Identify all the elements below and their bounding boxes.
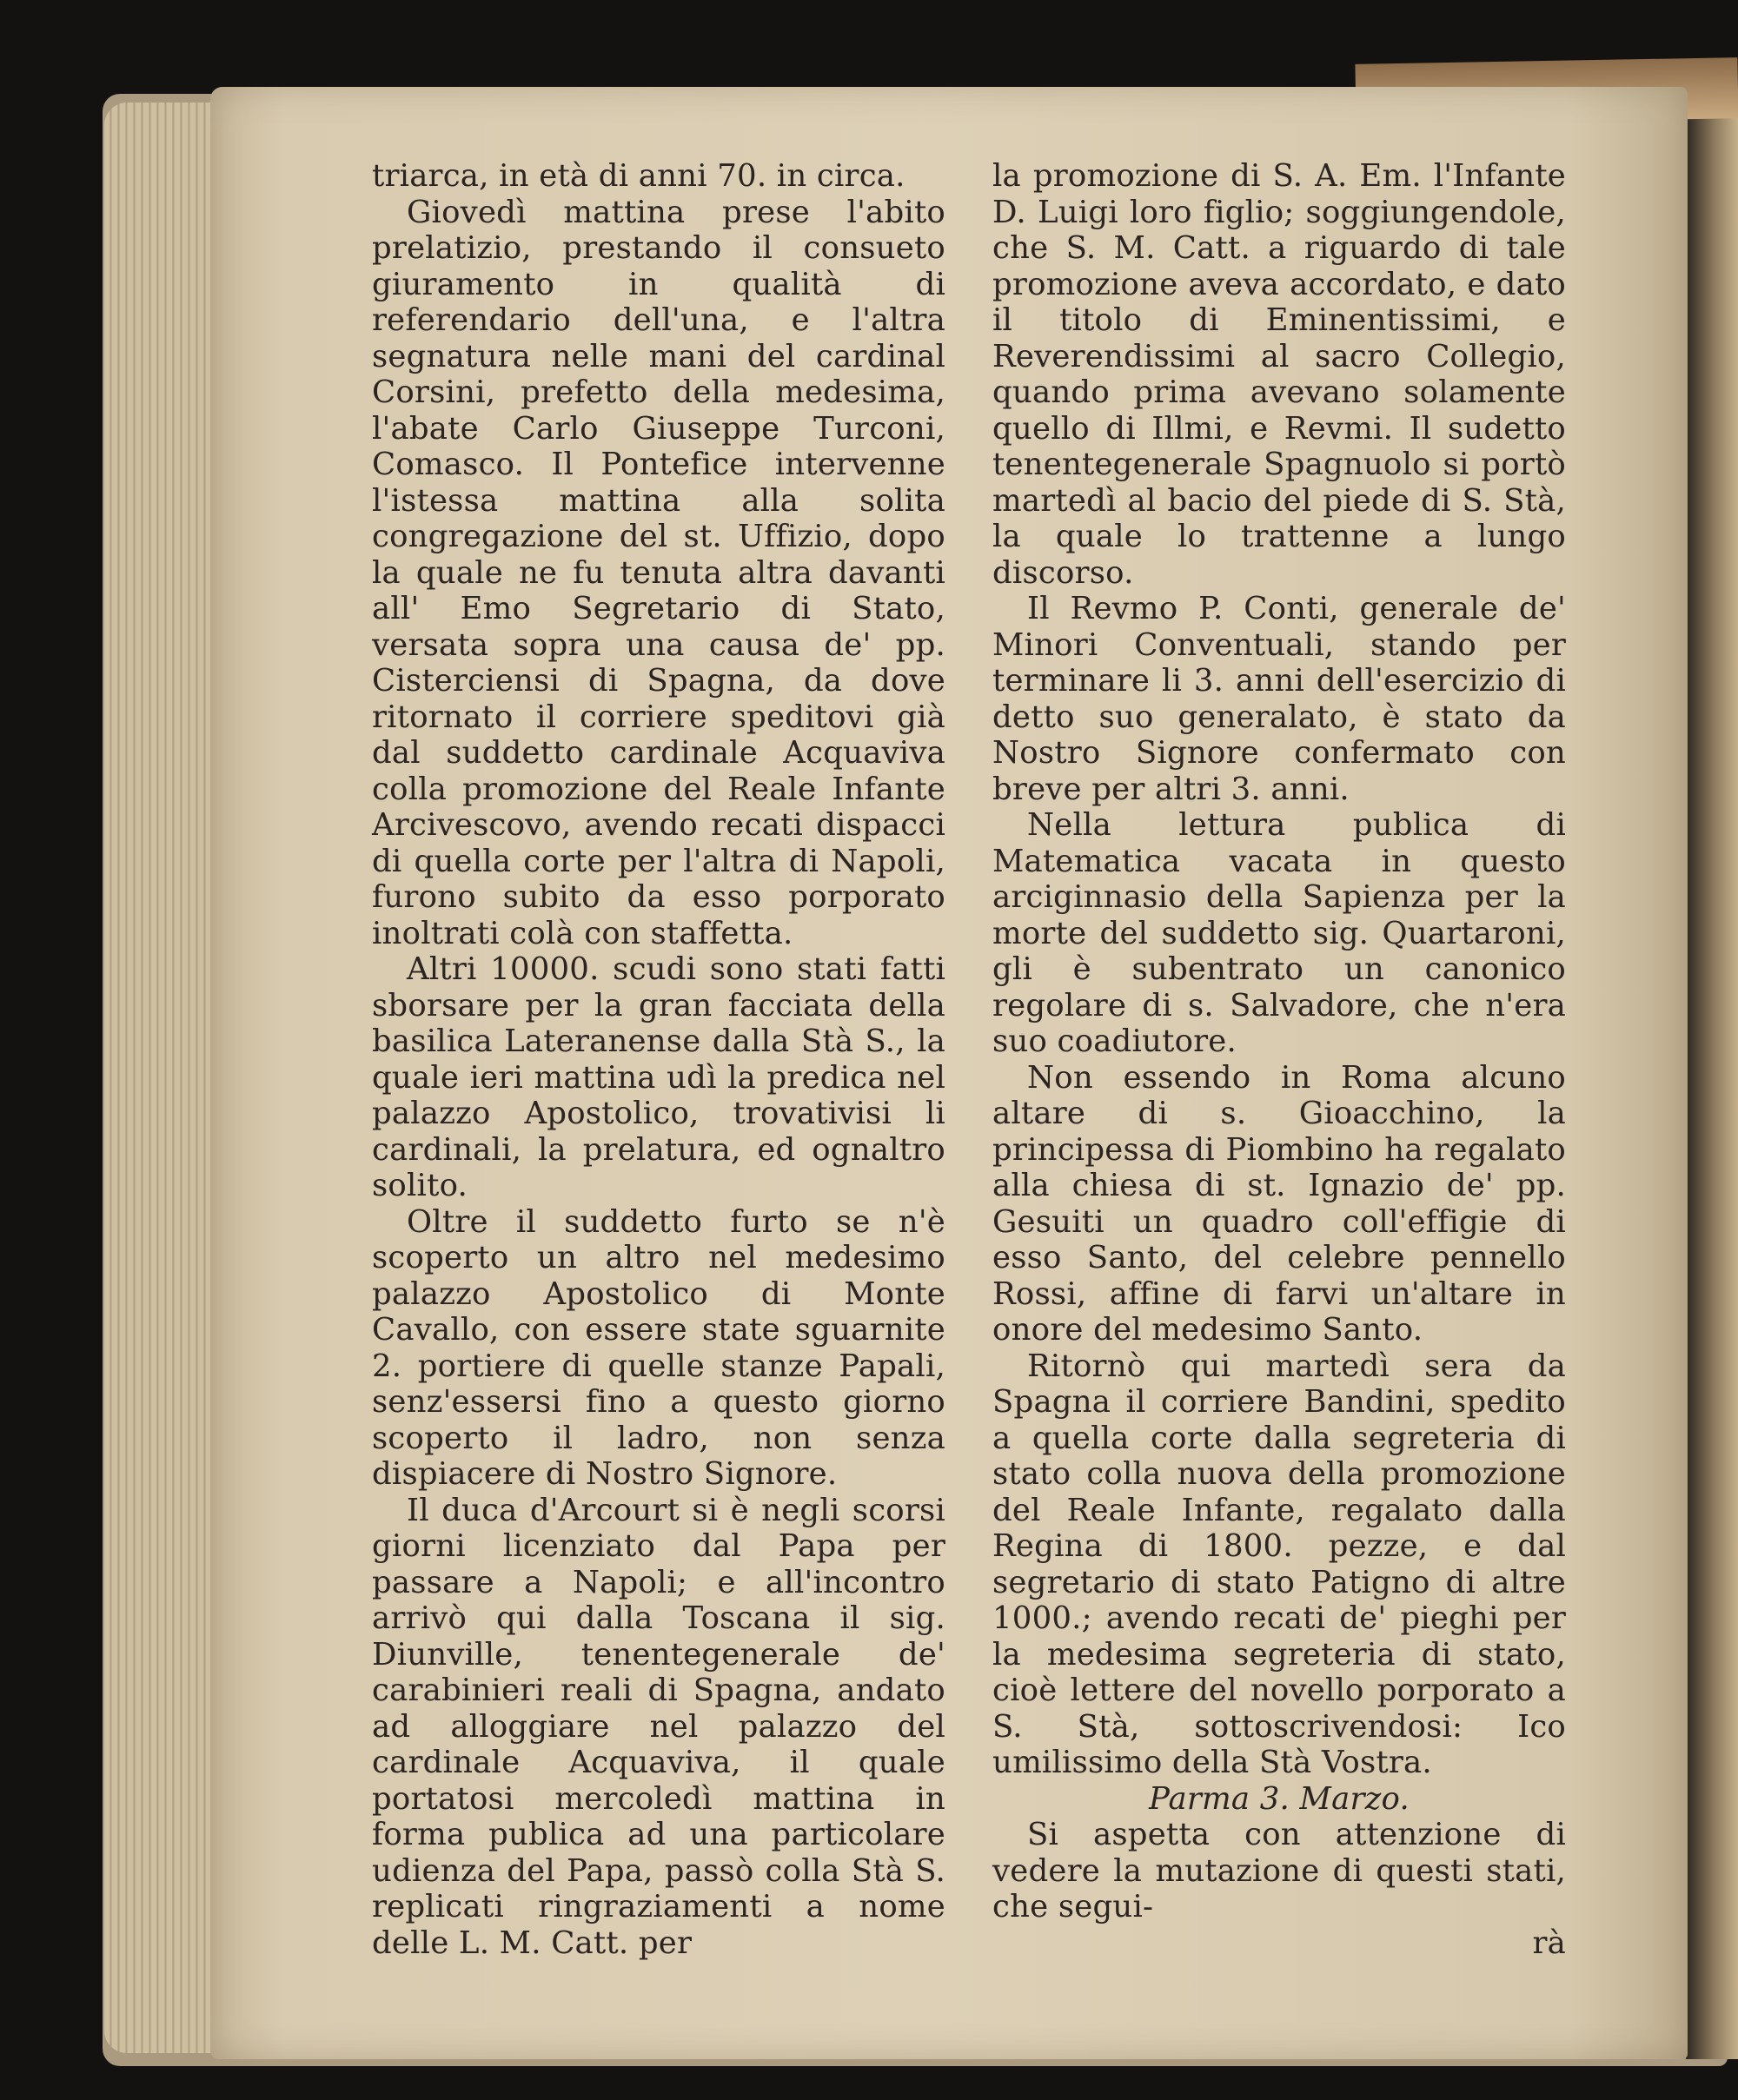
facing-page-edge [1686, 104, 1738, 2059]
left-text-column [372, 158, 945, 1961]
paragraph: Il Revmo P. Conti, generale de' Minori Conventuali, stando per terminare li 3. anni dell'esercizio di detto suo generalato, è stato da Nostro Signore confermato con breve per altri 3. anni. [992, 591, 1566, 807]
paragraph: Oltre il suddetto furto se n'è scoperto un altro nel medesimo palazzo Apostolico di Monte Cavallo, con essere state sguarnite 2. portiere di quelle stanze Papali, senz'essersi fino a questo giorno scoperto il ladro, non senza dispiacere di Nostro Signore. [372, 1203, 945, 1492]
paragraph: triarca, in età di anni 70. in circa. [372, 158, 905, 194]
paragraph: Si aspetta con attenzione di vedere la mutazione di questi stati, che segui- [992, 1817, 1566, 1924]
paragraph: Nella lettura publica di Matematica vacata in questo arciginnasio della Sapienza per la morte del suddetto sig. Quartaroni, gli è subentrato un canonico regolare di s. Salvadore, che n'era suo coadiutore. [992, 807, 1566, 1059]
paragraph: Ritornò qui martedì sera da Spagna il corriere Bandini, spedito a quella corte dalla segreteria di stato colla nuova della promozione del Reale Infante, regalato dalla Regina di 1800. pezze, e dal segretario di stato Patigno di altre 1000.; avendo recati de' pieghi per la medesima segreteria di stato, cioè lettere del novello porporato a S. Stà, sottoscrivendosi: Ico umilissimo della Stà Vostra. [992, 1348, 1566, 1780]
paragraph: la promozione di S. A. Em. l'Infante D. Luigi loro figlio; soggiungendole, che S. M. Catt. a riguardo di tale promozione aveva accordato, e dato il titolo di Eminentissimi, e Reverendissimi al sacro Collegio, quando prima avevano solamente quello di Illmi, e Revmi. Il sudetto tenentegenerale Spagnuolo si portò martedì al bacio del piede di S. Stà, la quale lo trattenne a lungo discorso. [992, 158, 1566, 591]
paragraph: Altri 10000. scudi sono stati fatti sborsare per la gran facciata della basilica Lateranense dalla Stà S., la quale ieri mattina udì la predica nel palazzo Apostolico, trovativisi li cardinali, la prelatura, ed ognaltro solito. [372, 951, 945, 1203]
right-text-column [992, 158, 1566, 1961]
dateline: Parma 3. Marzo. [1149, 1780, 1410, 1817]
paragraph: Giovedì mattina prese l'abito prelatizio, prestando il consueto giuramento in qualità di referendario dell'una, e l'altra segnatura nelle mani del cardinal Corsini, prefetto della medesima, l'abate Carlo Giuseppe Turconi, Comasco. Il Pontefice intervenne l'istessa mattina alla solita congregazione del st. Uffizio, dopo la quale ne fu tenuta altra davanti all' Emo Segretario di Stato, versata sopra una causa de' pp. Cisterciensi di Spagna, da dove ritornato il corriere speditovi già dal suddetto cardinale Acquaviva colla promozione del Reale Infante Arcivescovo, avendo recati dispacci di quella corte per l'altra di Napoli, furono subito da esso porporato inoltrati colà con staffetta. [372, 194, 945, 951]
paragraph: Non essendo in Roma alcuno altare di s. Gioacchino, la principessa di Piombino ha regalato alla chiesa di st. Ignazio de' pp. Gesuiti un quadro coll'effigie di esso Santo, del celebre pennello Rossi, affine di farvi un'altare in onore del medesimo Santo. [992, 1059, 1566, 1348]
paragraph: Il duca d'Arcourt si è negli scorsi giorni licenziato dal Papa per passare a Napoli; e all'incontro arrivò qui dalla Toscana il sig. Diunville, tenentegenerale de' carabinieri reali di Spagna, andato ad alloggiare nel palazzo del cardinale Acquaviva, il quale portatosi mercoledì mattina in forma publica ad una particolare udienza del Papa, passò colla Stà S. replicati ringraziamenti a nome delle L. M. Catt. per [372, 1492, 945, 1961]
catchword: rà [1532, 1924, 1566, 1961]
